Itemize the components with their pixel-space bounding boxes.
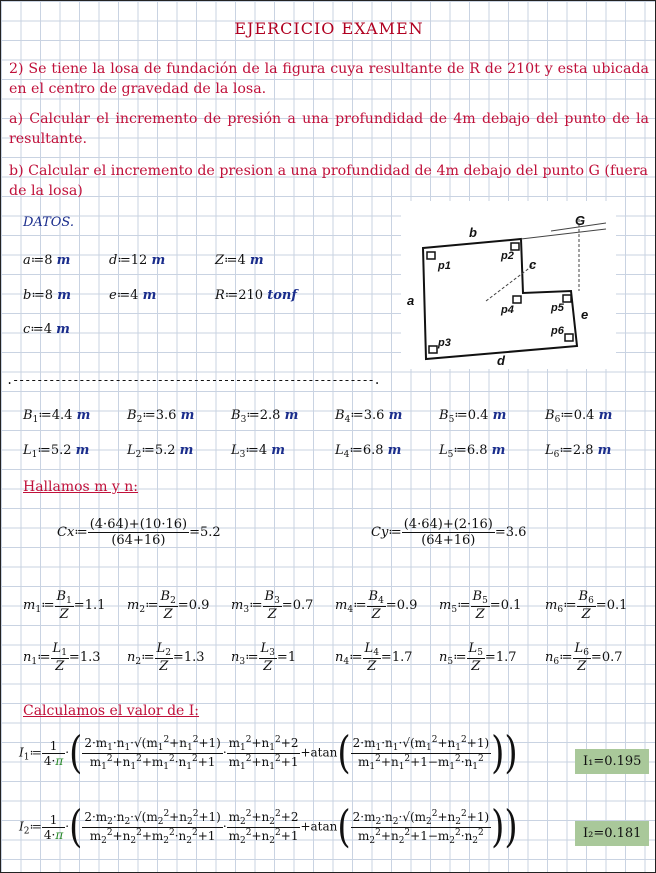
cy-formula: Cy≔ $\frac{(4\cdot 64)+(2\cdot 16)}{(64+16)}$ =3.6 [371, 517, 527, 548]
slab-diagram [401, 201, 616, 369]
m5-formula: $m_5≔$ $\frac{B_5}{Z}$ =0.1 [439, 589, 522, 622]
figure-label-p2: p2 [501, 250, 514, 262]
figure-label-g: G [575, 213, 586, 228]
figure-label-p3: p3 [438, 337, 451, 349]
l5-value: $L_5≔6.8$ m [439, 443, 506, 460]
b3-value: $B_3≔2.8$ m [231, 408, 299, 425]
l1-value: $L_1≔5.2$ m [23, 443, 90, 460]
figure-label-e: e [581, 307, 589, 322]
figure-label-b: b [469, 225, 477, 240]
b5-value: $B_5≔0.4$ m [439, 408, 507, 425]
n5-formula: $n_5≔$ $\frac{L_5}{Z}$ =1.7 [439, 641, 517, 674]
n6-formula: $n_6≔$ $\frac{L_6}{Z}$ =0.7 [545, 641, 623, 674]
l4-value: $L_4≔6.8$ m [335, 443, 402, 460]
l6-value: $L_6≔2.8$ m [545, 443, 612, 460]
m3-formula: $m_3≔$ $\frac{B_3}{Z}$ =0.7 [231, 589, 314, 622]
b1-value: $B_1≔4.4$ m [23, 408, 91, 425]
figure-label-c: c [529, 257, 537, 272]
figure-label-p5: p5 [551, 302, 564, 314]
part-a-text: a) Calcular el incremento de presión a una profundidad de 4m debajo del punto de la resultante. [9, 111, 649, 147]
var-r: R≔210 tonf [215, 288, 297, 303]
b2-value: $B_2≔3.6$ m [127, 408, 195, 425]
figure-label-p4: p4 [501, 304, 514, 316]
var-c: c≔4 m [23, 322, 70, 337]
part-b-text: b) Calcular el incremento de presion a una profundidad de 4m debajo del punto G (fuera de la losa) [9, 163, 648, 199]
n1-formula: $n_1≔$ $\frac{L_1}{Z}$ =1.3 [23, 641, 101, 674]
m6-formula: $m_6≔$ $\frac{B_6}{Z}$ =0.1 [545, 589, 628, 622]
figure-label-p6: p6 [551, 325, 564, 337]
n3-formula: $n_3≔$ $\frac{L_3}{Z}$ =1 [231, 641, 297, 674]
i2-formula: $I_2≔$ $\frac{1}{4\cdot\pi}$ ·( $\frac{2\cdot m_2\cdot n_2\cdot√(m_2^2+n_2^2+1)}{m_2^2+n_2^2+m_2^2\cdot n_2^2+1}$ · $\frac{m_2^2+n_2^2+2}{m_2^2+n_2^2+1}$ +atan( $\frac{2\cdot m_2\cdot n_2\cdot√(m_2^2+n_2^2+1)}{m_2^2+n_2^2+1-m_2^2\cdot n_2^2}$ )) [19, 801, 518, 853]
b4-value: $B_4≔3.6$ m [335, 408, 403, 425]
m4-formula: $m_4≔$ $\frac{B_4}{Z}$ =0.9 [335, 589, 418, 622]
figure-label-p1: p1 [438, 260, 451, 272]
i1-result: I₁=0.195 [575, 749, 649, 774]
i2-result: I₂=0.181 [575, 821, 649, 846]
l3-value: $L_3≔4$ m [231, 443, 285, 460]
datos-heading: DATOS. [23, 215, 75, 230]
slab-figure [401, 201, 616, 369]
l2-value: $L_2≔5.2$ m [127, 443, 194, 460]
problem-statement: 2) Se tiene la losa de fundación de la figura cuya resultante de R de 210t y esta ubicada en el centro de gravedad de la losa. [9, 61, 649, 97]
b6-value: $B_6≔0.4$ m [545, 408, 613, 425]
heading-i: Calculamos el valor de I: [23, 703, 200, 719]
cx-formula: Cx≔ $\frac{(4\cdot 64)+(10\cdot 16)}{(64+16)}$ =5.2 [57, 517, 221, 548]
page-title: EJERCICIO EXAMEN [234, 19, 424, 38]
figure-label-d: d [497, 353, 505, 368]
var-d: d≔12 m [109, 253, 166, 268]
i1-formula: $I_1≔$ $\frac{1}{4\cdot\pi}$ ·( $\frac{2\cdot m_1\cdot n_1\cdot√(m_1^2+n_1^2+1)}{m_1^2+n_1^2+m_1^2\cdot n_1^2+1}$ · $\frac{m_1^2+n_1^2+2}{m_1^2+n_1^2+1}$ +atan( $\frac{2\cdot m_1\cdot n_1\cdot√(m_1^2+n_1^2+1)}{m_1^2+n_1^2+1-m_1^2\cdot n_1^2}$ )) [19, 727, 518, 779]
var-b: b≔8 m [23, 288, 71, 303]
n2-formula: $n_2≔$ $\frac{L_2}{Z}$ =1.3 [127, 641, 205, 674]
var-e: e≔4 m [109, 288, 157, 303]
m1-formula: $m_1≔$ $\frac{B_1}{Z}$ =1.1 [23, 589, 106, 622]
m2-formula: $m_2≔$ $\frac{B_2}{Z}$ =0.9 [127, 589, 210, 622]
figure-label-a: a [407, 293, 415, 308]
var-a: a≔8 m [23, 253, 71, 268]
separator-line: .------------------------------------------------------------. [6, 373, 380, 387]
n4-formula: $n_4≔$ $\frac{L_4}{Z}$ =1.7 [335, 641, 413, 674]
var-z: Z≔4 m [215, 253, 264, 268]
heading-m-n: Hallamos m y n: [23, 479, 139, 495]
